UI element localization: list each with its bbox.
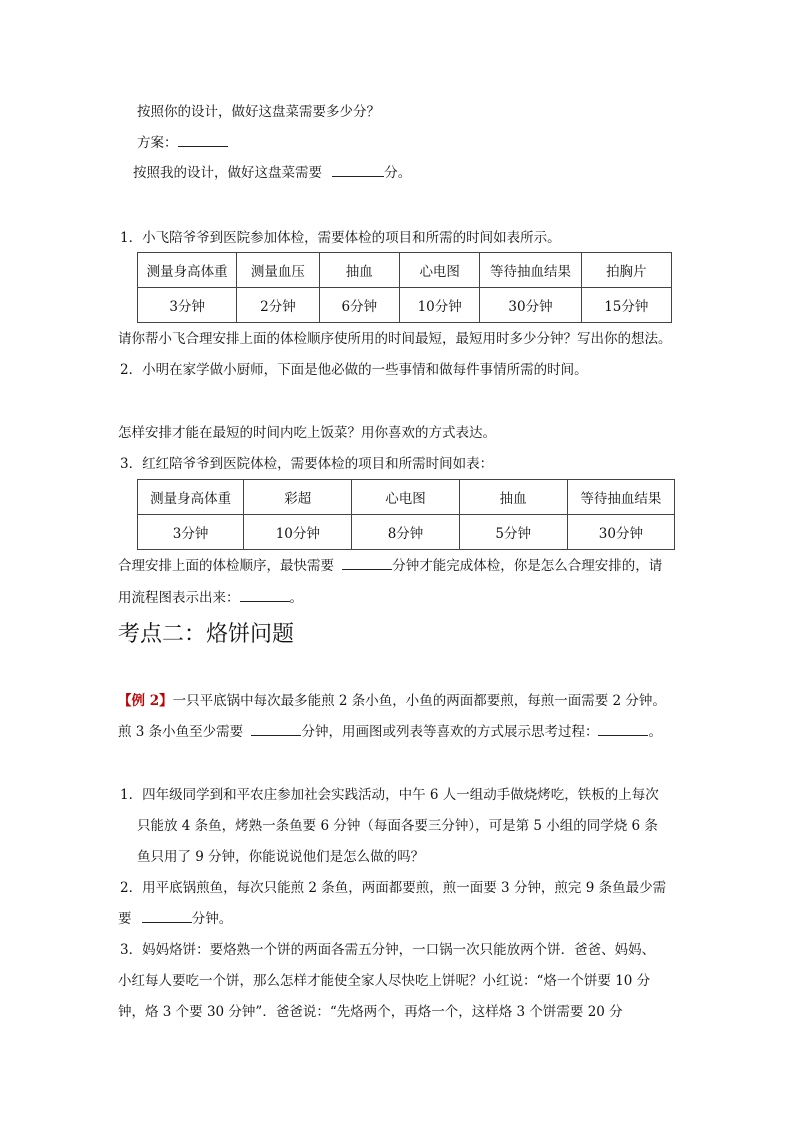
q1-table [137, 252, 672, 323]
example-text-2-mid: 分钟，用画图或列表等喜欢的方式展示思考过程： [301, 724, 599, 740]
q3-header-cell: 彩超 [244, 480, 352, 515]
q1-value-row [138, 288, 672, 323]
q3-followup-1-text: 合理安排上面的体检顺序，最快需要 [118, 558, 334, 574]
section-title: 考点二：烙饼问题 [118, 622, 295, 647]
q1-header-cell: 抽血 [319, 253, 399, 288]
q3-header-cell: 心电图 [352, 480, 459, 515]
q3-time-blank[interactable] [342, 557, 392, 570]
q3-header-row [138, 480, 675, 515]
p1-line-3: 鱼只用了 9 分钟，你能说说他们是怎么做的吗？ [137, 849, 425, 865]
q3-value-cell: 30分钟 [567, 515, 674, 550]
design-question: 按照你的设计，做好这盘菜需要多少分？ [137, 104, 380, 120]
p2-line-2-text: 要 [118, 911, 132, 927]
p2-line-2-end: 分钟。 [191, 911, 233, 927]
q3-value-cell: 3分钟 [138, 515, 244, 550]
q3-followup-2-text: 用流程图表示出来： [118, 590, 240, 606]
q3-table [137, 479, 675, 550]
q3-text: 3．红红陪爷爷到医院体检，需要体检的项目和所需时间如表： [120, 456, 494, 472]
q1-header-cell: 心电图 [399, 253, 479, 288]
my-design-unit: 分。 [384, 165, 412, 181]
my-design-line [133, 164, 411, 182]
p2-line-1: 2．用平底锅煎鱼，每次只能煎 2 条鱼，两面都要煎，煎一面要 3 分钟，煎完 9 条鱼最少需 [120, 880, 667, 896]
p1-line-2: 只能放 4 条鱼，烤熟一条鱼要 6 分钟（每面各要三分钟），可是第 5 小组的同学烧 6 条 [137, 818, 658, 834]
my-design-blank[interactable] [332, 164, 384, 177]
q2-text: 2．小明在家学做小厨师，下面是他必做的一些事情和做每件事情所需的时间。 [120, 362, 588, 378]
example-line-2 [118, 723, 662, 741]
q3-followup-2-end: 。 [289, 590, 303, 606]
p2-minutes-blank[interactable] [142, 910, 192, 923]
p2-line-2 [118, 910, 232, 928]
plan-line [137, 134, 228, 152]
plan-label: 方案： [137, 135, 178, 151]
q1-followup: 请你帮小飞合理安排上面的体检顺序使所用的时间最短，最短用时多少分钟？写出你的想法。 [118, 331, 672, 347]
p1-line-1: 1．四年级同学到和平农庄参加社会实践活动，中午 6 人一组动手做烧烤吃，铁板的上每次 [120, 787, 659, 803]
q1-text: 1．小飞陪爷爷到医院参加体检，需要体检的项目和所需的时间如表所示。 [120, 230, 561, 246]
q1-value-cell: 2分钟 [237, 288, 319, 323]
q1-value-cell: 6分钟 [319, 288, 399, 323]
my-design-text: 按照我的设计，做好这盘菜需要 [133, 165, 322, 181]
q3-header-cell: 测量身高体重 [138, 480, 244, 515]
q3-value-cell: 10分钟 [244, 515, 352, 550]
plan-blank[interactable] [178, 134, 228, 147]
q2-followup: 怎样安排才能在最短的时间内吃上饭菜？用你喜欢的方式表达。 [118, 425, 496, 441]
example-label: 【例 2】 [118, 693, 173, 709]
q1-header-cell: 等待抽血结果 [480, 253, 581, 288]
p3-line-3: 钟，烙 3 个要 30 分钟”．爸爸说：“先烙两个，再烙一个，这样烙 3 个饼需要 20 分 [118, 1004, 623, 1020]
p3-line-1: 3．妈妈烙饼：要烙熟一个饼的两面各需五分钟，一口锅一次只能放两个饼．爸爸、妈妈、 [120, 942, 656, 958]
q1-value-cell: 10分钟 [399, 288, 479, 323]
q1-value-cell: 15分钟 [581, 288, 671, 323]
example-text-2-end: 。 [648, 724, 662, 740]
example-minutes-blank[interactable] [251, 723, 301, 736]
q3-value-cell: 5分钟 [459, 515, 567, 550]
q3-value-cell: 8分钟 [352, 515, 459, 550]
q3-flowchart-blank[interactable] [240, 589, 290, 602]
q3-followup-1 [118, 557, 662, 575]
example-process-blank[interactable] [598, 723, 648, 736]
q3-header-cell: 等待抽血结果 [567, 480, 674, 515]
example-text-2: 煎 3 条小鱼至少需要 [118, 724, 244, 740]
q3-header-cell: 抽血 [459, 480, 567, 515]
q1-value-cell: 3分钟 [138, 288, 237, 323]
example-text-1: 一只平底锅中每次最多能煎 2 条小鱼，小鱼的两面都要煎，每煎一面需要 2 分钟。 [172, 693, 666, 709]
example-line-1 [118, 692, 666, 710]
q3-followup-2 [118, 589, 303, 607]
q3-followup-1-rest: 分钟才能完成体检，你是怎么合理安排的，请 [392, 558, 663, 574]
q1-value-cell: 30分钟 [480, 288, 581, 323]
q3-value-row [138, 515, 675, 550]
q1-header-cell: 拍胸片 [581, 253, 671, 288]
q1-header-cell: 测量血压 [237, 253, 319, 288]
q1-header-row [138, 253, 672, 288]
q1-header-cell: 测量身高体重 [138, 253, 237, 288]
p3-line-2: 小红每人要吃一个饼，那么怎样才能使全家人尽快吃上饼呢？小红说：“烙一个饼要 10 分 [118, 973, 651, 989]
